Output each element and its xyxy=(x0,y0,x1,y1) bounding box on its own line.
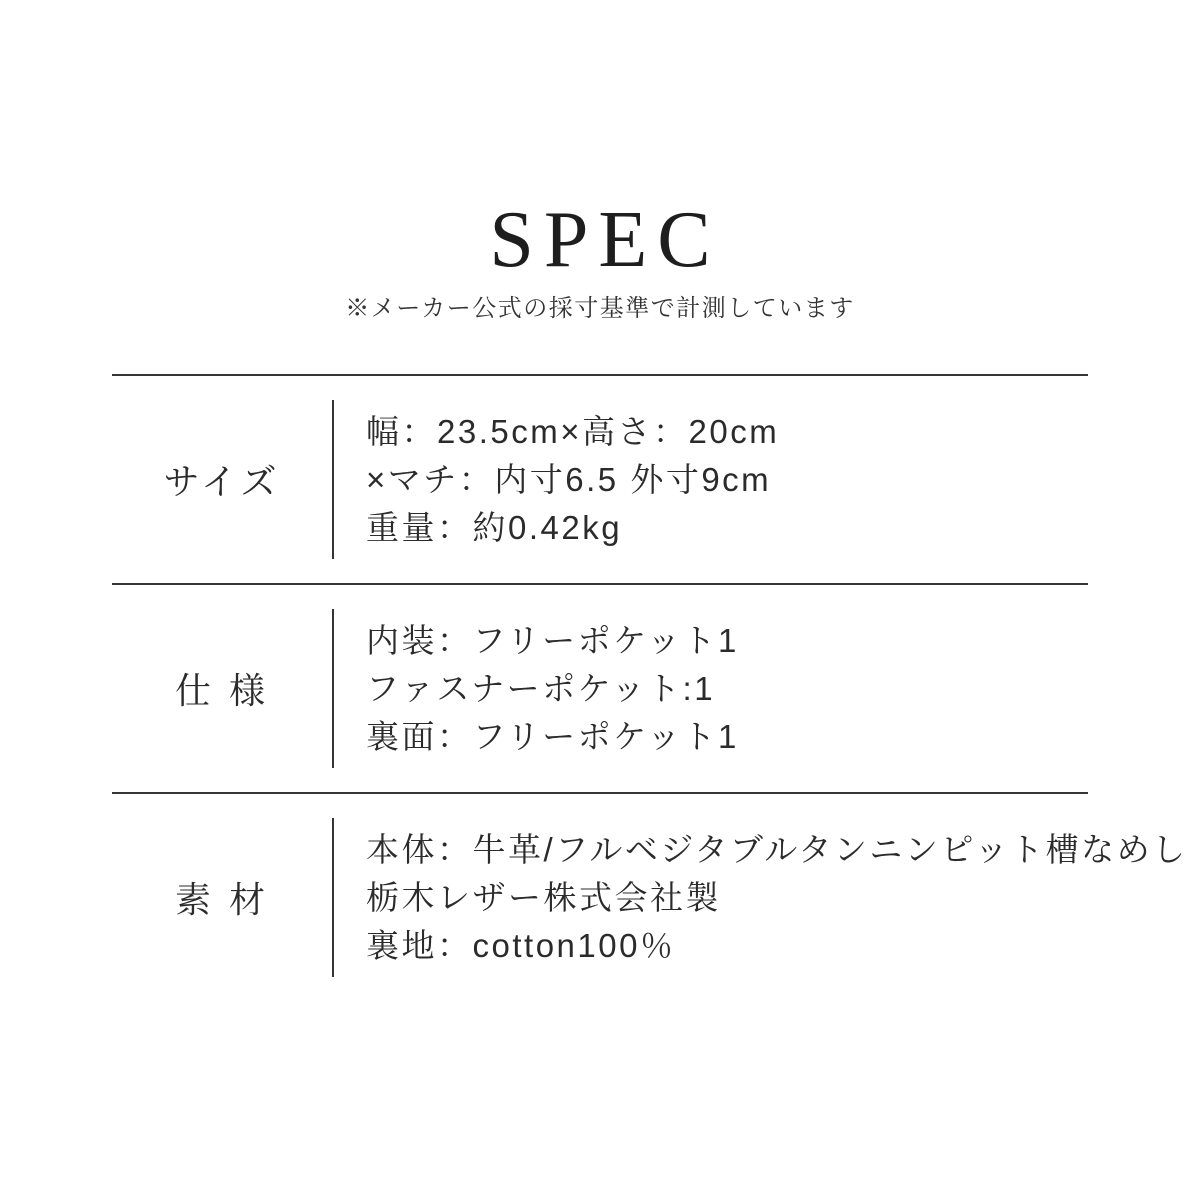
spec-table xyxy=(112,374,1188,1001)
spec-row-material-value xyxy=(332,818,1188,977)
spec-line-zipper-pocket: ファスナーポケット:1 xyxy=(366,669,716,707)
page-title: SPEC xyxy=(489,196,721,284)
spec-row-material xyxy=(112,792,1188,1001)
spec-line-gusset: ×マチ：内寸6.5 外寸9cm xyxy=(366,460,772,498)
spec-line-back-pocket: 裏面：フリーポケット1 xyxy=(366,717,739,755)
spec-line-width-height: 幅：23.5cm×高さ：20cm xyxy=(366,412,780,450)
spec-row-size-label: サイズ xyxy=(163,461,281,502)
spec-line-weight: 重量：約0.42kg xyxy=(366,508,623,546)
spec-row-size-value xyxy=(332,400,1088,559)
spec-line-lining: 裏地：cotton100％ xyxy=(366,926,676,964)
spec-row-features xyxy=(112,583,1088,792)
spec-line-interior-pocket: 内装：フリーポケット1 xyxy=(366,621,739,659)
spec-line-body-material: 本体：牛革/フルベジタブルタンニンピット槽なめし xyxy=(366,830,1188,868)
spec-header xyxy=(0,196,1200,325)
spec-row-material-label: 素 材 xyxy=(174,879,269,920)
spec-row-features-label: 仕 様 xyxy=(174,670,269,711)
spec-row-features-value xyxy=(332,609,1088,768)
spec-row-size xyxy=(112,374,1088,583)
spec-line-maker: 栃木レザー株式会社製 xyxy=(366,878,721,916)
measurement-note: ※メーカー公式の採寸基準で計測しています xyxy=(345,296,855,322)
